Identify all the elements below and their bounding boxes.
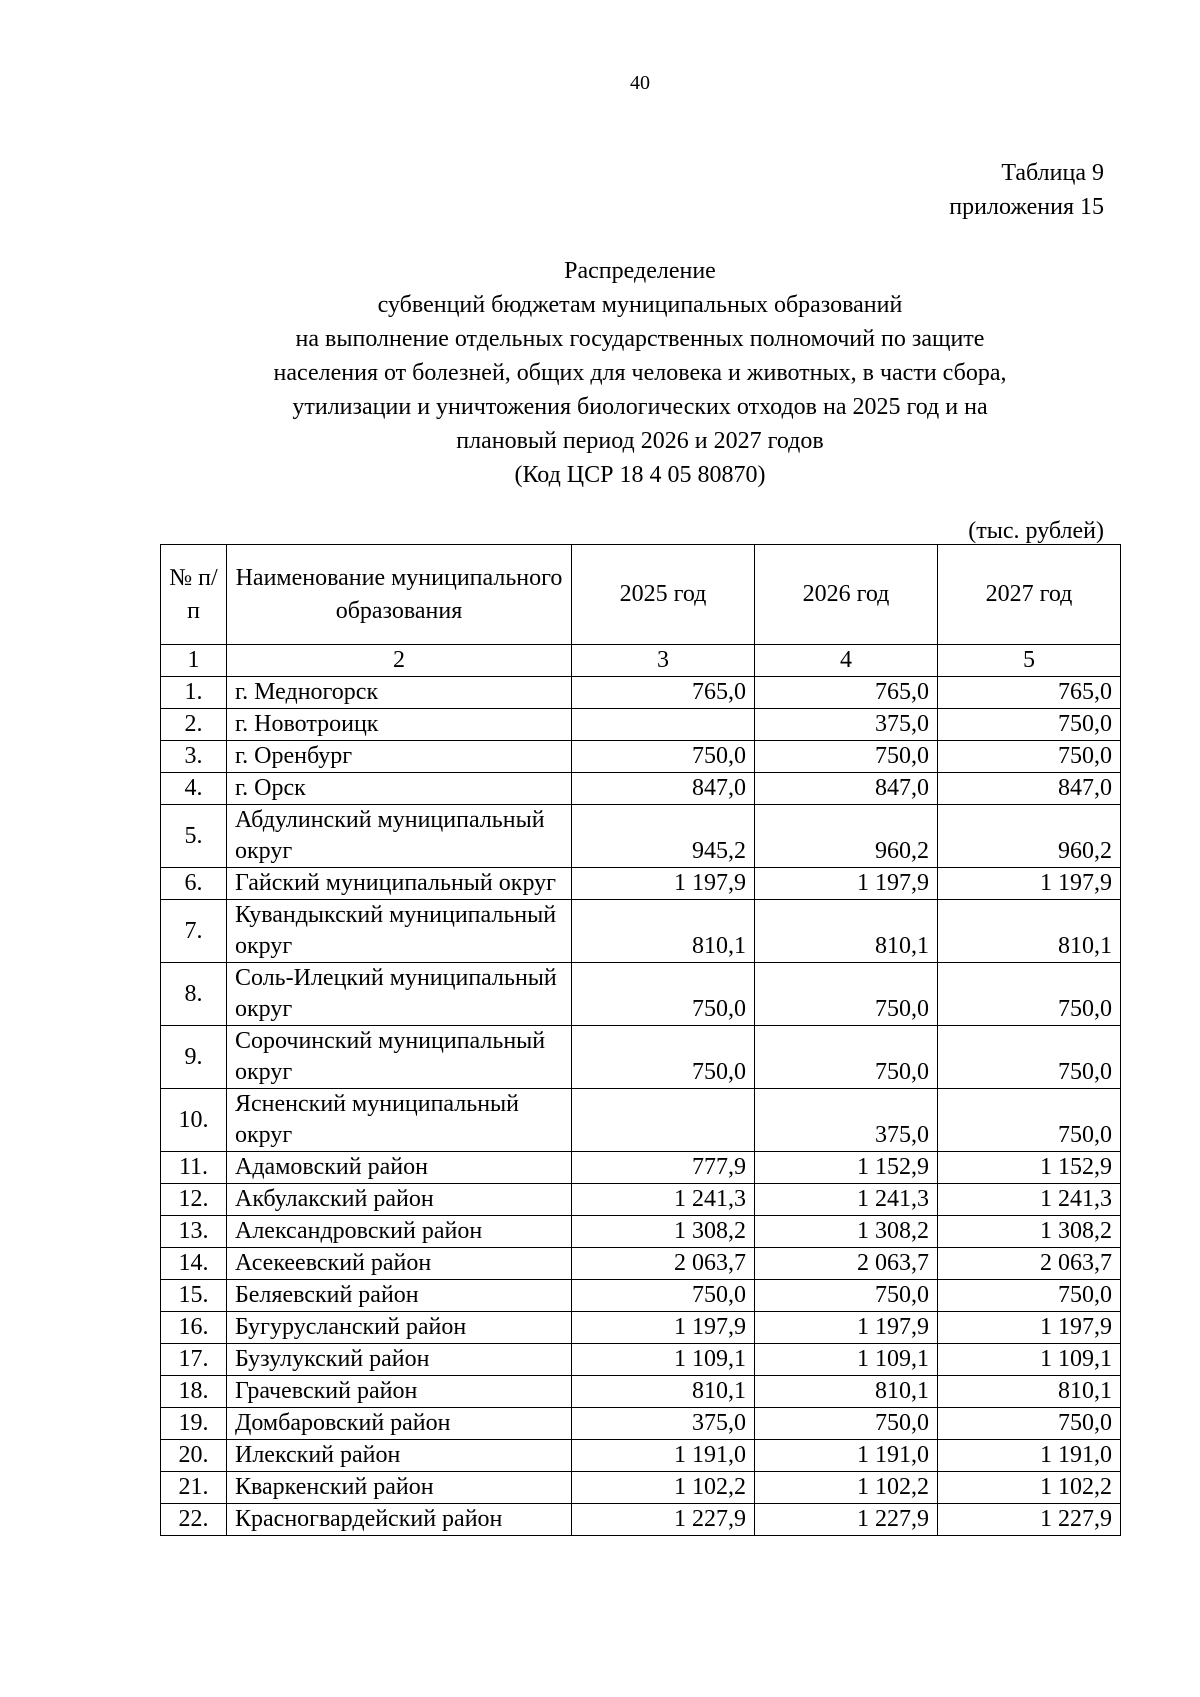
- row-number: 22.: [161, 1504, 227, 1536]
- table-row: [161, 773, 1121, 805]
- value-2027: 810,1: [938, 1376, 1121, 1408]
- value-2026: 750,0: [755, 741, 938, 773]
- municipality-name: Грачевский район: [227, 1376, 572, 1408]
- column-number: 3: [572, 645, 755, 677]
- municipality-name: Бугурусланский район: [227, 1312, 572, 1344]
- value-2025: 810,1: [572, 1376, 755, 1408]
- value-2027: 765,0: [938, 677, 1121, 709]
- value-2027: 1 241,3: [938, 1184, 1121, 1216]
- table-row: [161, 805, 1121, 868]
- value-2025: 1 102,2: [572, 1472, 755, 1504]
- header-2027: 2027 год: [938, 545, 1121, 645]
- header-row: [161, 545, 1121, 645]
- value-2025: 765,0: [572, 677, 755, 709]
- value-2027: 1 197,9: [938, 868, 1121, 900]
- column-number: 2: [227, 645, 572, 677]
- value-2025: 1 197,9: [572, 1312, 755, 1344]
- table-row: [161, 1504, 1121, 1536]
- row-number: 10.: [161, 1089, 227, 1152]
- value-2027: 1 109,1: [938, 1344, 1121, 1376]
- table-row: [161, 1440, 1121, 1472]
- row-number: 20.: [161, 1440, 227, 1472]
- municipality-name: Кувандыкский муниципальный округ: [227, 900, 572, 963]
- table-row: [161, 1026, 1121, 1089]
- value-2027: 750,0: [938, 709, 1121, 741]
- table-row: [161, 1216, 1121, 1248]
- column-number: 5: [938, 645, 1121, 677]
- row-number: 7.: [161, 900, 227, 963]
- value-2025: 1 191,0: [572, 1440, 755, 1472]
- row-number: 14.: [161, 1248, 227, 1280]
- row-number: 3.: [161, 741, 227, 773]
- title-line-5: утилизации и уничтожения биологических отходов на 2025 год и на: [292, 394, 988, 420]
- value-2027: 2 063,7: [938, 1248, 1121, 1280]
- municipality-name: Кваркенский район: [227, 1472, 572, 1504]
- value-2026: 847,0: [755, 773, 938, 805]
- value-2026: 1 102,2: [755, 1472, 938, 1504]
- municipality-name: г. Новотроицк: [227, 709, 572, 741]
- header-name: Наименование муниципального образования: [227, 545, 572, 645]
- table-row: [161, 1344, 1121, 1376]
- value-2027: 750,0: [938, 1089, 1121, 1152]
- value-2027: 960,2: [938, 805, 1121, 868]
- value-2026: 1 308,2: [755, 1216, 938, 1248]
- municipality-name: Ясненский муниципальный округ: [227, 1089, 572, 1152]
- header-num: № п/п: [161, 545, 227, 645]
- value-2026: 1 109,1: [755, 1344, 938, 1376]
- value-2025: 2 063,7: [572, 1248, 755, 1280]
- allocation-table: [160, 544, 1121, 1536]
- municipality-name: Сорочинский муниципальный округ: [227, 1026, 572, 1089]
- value-2025: [572, 1089, 755, 1152]
- value-2026: 2 063,7: [755, 1248, 938, 1280]
- value-2025: 750,0: [572, 963, 755, 1026]
- value-2027: 1 197,9: [938, 1312, 1121, 1344]
- row-number: 4.: [161, 773, 227, 805]
- value-2026: 375,0: [755, 709, 938, 741]
- title-line-7: (Код ЦСР 18 4 05 80870): [514, 462, 766, 488]
- table-row: [161, 709, 1121, 741]
- title-line-1: Распределение: [564, 258, 716, 284]
- value-2027: 1 152,9: [938, 1152, 1121, 1184]
- value-2026: 810,1: [755, 900, 938, 963]
- header-2025: 2025 год: [572, 545, 755, 645]
- value-2027: 750,0: [938, 963, 1121, 1026]
- value-2025: 1 227,9: [572, 1504, 755, 1536]
- units-label: (тыс. рублей): [968, 518, 1104, 544]
- value-2027: 750,0: [938, 1408, 1121, 1440]
- value-2026: 750,0: [755, 1408, 938, 1440]
- value-2027: 1 191,0: [938, 1440, 1121, 1472]
- row-number: 8.: [161, 963, 227, 1026]
- value-2025: 750,0: [572, 1280, 755, 1312]
- table-ref-line-1: Таблица 9: [1001, 160, 1104, 186]
- value-2026: 750,0: [755, 1026, 938, 1089]
- title-line-6: плановый период 2026 и 2027 годов: [456, 428, 824, 454]
- table-row: [161, 1248, 1121, 1280]
- row-number: 19.: [161, 1408, 227, 1440]
- row-number: 1.: [161, 677, 227, 709]
- table-row: [161, 1089, 1121, 1152]
- row-number: 21.: [161, 1472, 227, 1504]
- table-row: [161, 1376, 1121, 1408]
- value-2025: 945,2: [572, 805, 755, 868]
- value-2026: 960,2: [755, 805, 938, 868]
- row-number: 9.: [161, 1026, 227, 1089]
- municipality-name: Асекеевский район: [227, 1248, 572, 1280]
- table-reference: [949, 156, 1104, 224]
- municipality-name: Беляевский район: [227, 1280, 572, 1312]
- value-2027: 1 308,2: [938, 1216, 1121, 1248]
- document-title: [160, 254, 1120, 492]
- value-2026: 1 197,9: [755, 868, 938, 900]
- value-2026: 750,0: [755, 963, 938, 1026]
- municipality-name: Адамовский район: [227, 1152, 572, 1184]
- municipality-name: Абдулинский муниципальный округ: [227, 805, 572, 868]
- municipality-name: Соль-Илецкий муниципальный округ: [227, 963, 572, 1026]
- value-2025: 1 308,2: [572, 1216, 755, 1248]
- value-2025: 750,0: [572, 1026, 755, 1089]
- row-number: 15.: [161, 1280, 227, 1312]
- table-row: [161, 1408, 1121, 1440]
- table-row: [161, 1152, 1121, 1184]
- value-2027: 750,0: [938, 1280, 1121, 1312]
- municipality-name: Бузулукский район: [227, 1344, 572, 1376]
- value-2026: 1 197,9: [755, 1312, 938, 1344]
- value-2026: 1 191,0: [755, 1440, 938, 1472]
- value-2026: 765,0: [755, 677, 938, 709]
- municipality-name: Акбулакский район: [227, 1184, 572, 1216]
- row-number: 12.: [161, 1184, 227, 1216]
- municipality-name: Илекский район: [227, 1440, 572, 1472]
- table-row: [161, 1472, 1121, 1504]
- header-2026: 2026 год: [755, 545, 938, 645]
- value-2025: 1 197,9: [572, 868, 755, 900]
- municipality-name: Домбаровский район: [227, 1408, 572, 1440]
- value-2026: 750,0: [755, 1280, 938, 1312]
- table-row: [161, 868, 1121, 900]
- municipality-name: Гайский муниципальный округ: [227, 868, 572, 900]
- value-2025: 1 109,1: [572, 1344, 755, 1376]
- row-number: 18.: [161, 1376, 227, 1408]
- value-2027: 1 102,2: [938, 1472, 1121, 1504]
- row-number: 2.: [161, 709, 227, 741]
- value-2026: 1 241,3: [755, 1184, 938, 1216]
- value-2026: 810,1: [755, 1376, 938, 1408]
- value-2027: 750,0: [938, 741, 1121, 773]
- municipality-name: Александровский район: [227, 1216, 572, 1248]
- value-2026: 1 152,9: [755, 1152, 938, 1184]
- municipality-name: Красногвардейский район: [227, 1504, 572, 1536]
- table-body: [161, 677, 1121, 1536]
- table-row: [161, 900, 1121, 963]
- value-2027: 1 227,9: [938, 1504, 1121, 1536]
- row-number: 11.: [161, 1152, 227, 1184]
- value-2026: 1 227,9: [755, 1504, 938, 1536]
- table-row: [161, 1184, 1121, 1216]
- value-2027: 750,0: [938, 1026, 1121, 1089]
- column-number-row: [161, 645, 1121, 677]
- table-row: [161, 963, 1121, 1026]
- value-2025: 750,0: [572, 741, 755, 773]
- table-row: [161, 677, 1121, 709]
- value-2025: 375,0: [572, 1408, 755, 1440]
- value-2025: 777,9: [572, 1152, 755, 1184]
- table-row: [161, 741, 1121, 773]
- title-line-4: населения от болезней, общих для человека и животных, в части сбора,: [273, 360, 1007, 386]
- value-2027: 847,0: [938, 773, 1121, 805]
- table-row: [161, 1312, 1121, 1344]
- value-2025: [572, 709, 755, 741]
- municipality-name: г. Медногорск: [227, 677, 572, 709]
- municipality-name: г. Оренбург: [227, 741, 572, 773]
- column-number: 4: [755, 645, 938, 677]
- value-2025: 847,0: [572, 773, 755, 805]
- value-2025: 1 241,3: [572, 1184, 755, 1216]
- row-number: 16.: [161, 1312, 227, 1344]
- municipality-name: г. Орск: [227, 773, 572, 805]
- value-2026: 375,0: [755, 1089, 938, 1152]
- value-2025: 810,1: [572, 900, 755, 963]
- table-row: [161, 1280, 1121, 1312]
- title-line-3: на выполнение отдельных государственных полномочий по защите: [295, 326, 985, 352]
- value-2027: 810,1: [938, 900, 1121, 963]
- table-ref-line-2: приложения 15: [949, 194, 1104, 220]
- column-number: 1: [161, 645, 227, 677]
- row-number: 13.: [161, 1216, 227, 1248]
- row-number: 6.: [161, 868, 227, 900]
- page-number: 40: [630, 72, 650, 94]
- row-number: 5.: [161, 805, 227, 868]
- row-number: 17.: [161, 1344, 227, 1376]
- title-line-2: субвенций бюджетам муниципальных образований: [377, 292, 903, 318]
